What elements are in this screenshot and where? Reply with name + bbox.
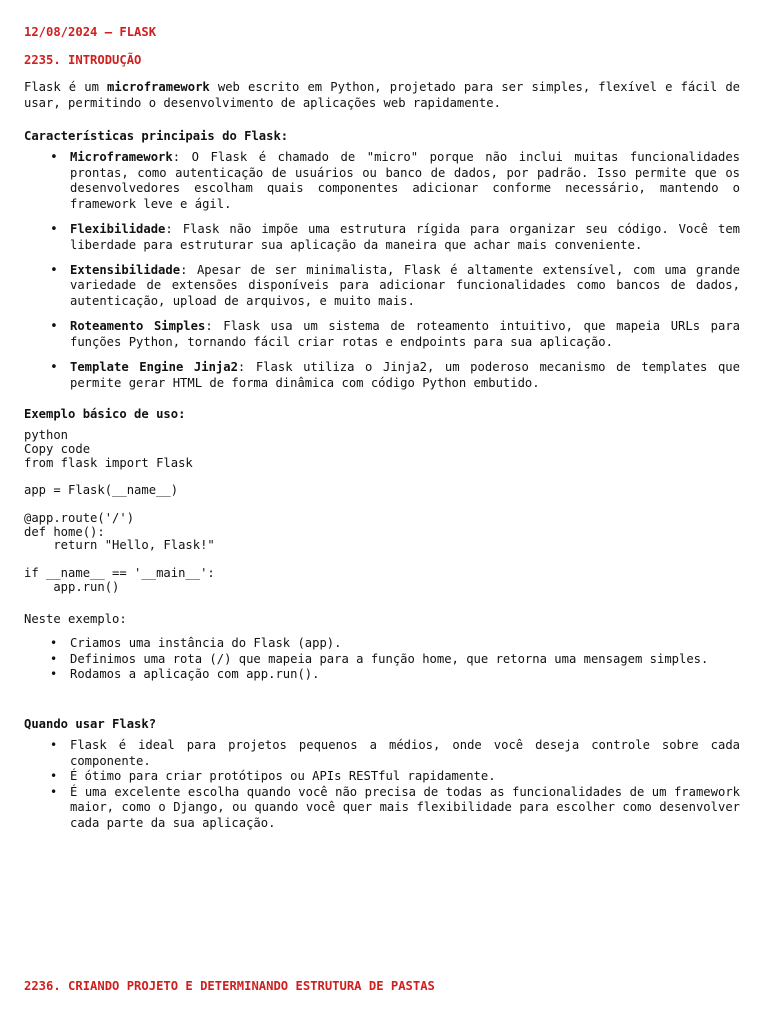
feature-text: : O Flask é chamado de "micro" porque não inclui muitas funcionalidades prontas, como autenticação de usuários ou banco de dados, por padrão. Isso permite que os desenvolvedores escolham quais componentes adicionar conforme necessário, mantendo o framework leve e ágil.	[70, 150, 740, 211]
intro-text-strong: microframework	[107, 80, 210, 94]
feature-text: : Apesar de ser minimalista, Flask é altamente extensível, com uma grande variedade de extensões disponíveis para adicionar funcionalidades como bancos de dados, autenticação, upload de arquivos, e muito mais.	[70, 262, 740, 308]
date-topic-header: 12/08/2024 – FLASK	[24, 25, 157, 39]
intro-text-pre: Flask é um	[24, 80, 108, 94]
when-heading: Quando usar Flask?	[24, 717, 157, 731]
example-item-text: Definimos uma rota (/) que mapeia para a função home, que retorna uma mensagem simples.	[70, 651, 709, 666]
bullet-icon: •	[50, 769, 58, 784]
example-item-text: Criamos uma instância do Flask (app).	[70, 636, 342, 650]
when-list	[24, 738, 740, 832]
list-item	[24, 636, 740, 652]
list-item	[24, 738, 740, 769]
list-item	[24, 785, 740, 832]
bullet-icon: •	[50, 784, 58, 799]
when-item-text: Flask é ideal para projetos pequenos a médios, onde você deseja controle sobre cada componente.	[70, 738, 740, 768]
example-list	[24, 636, 740, 683]
features-list	[24, 150, 740, 401]
list-item	[24, 150, 740, 212]
bullet-icon: •	[50, 359, 58, 375]
list-item	[24, 263, 740, 310]
when-item-text: É ótimo para criar protótipos ou APIs RESTful rapidamente.	[70, 769, 496, 784]
bullet-icon: •	[50, 221, 58, 237]
code-block: python Copy code from flask import Flask app = Flask(__name__) @app.route('/') def home(): return "Hello, Flask!" if __name__ == '__main__': app.run()	[24, 428, 215, 594]
intro-text-post: web escrito em Python, projetado para ser simples, flexível e fácil de usar, permitindo o desenvolvimento de aplicações web rapidamente.	[24, 80, 740, 110]
features-heading: Características principais do Flask:	[24, 129, 289, 143]
list-item	[24, 360, 740, 391]
bullet-icon: •	[50, 636, 58, 650]
feature-term: Flexibilidade	[70, 221, 166, 236]
feature-term: Extensibilidade	[70, 262, 181, 277]
feature-text: : Flask utiliza o Jinja2, um poderoso mecanismo de templates que permite gerar HTML de forma dinâmica com código Python embutido.	[70, 359, 740, 390]
bullet-icon: •	[50, 651, 58, 666]
list-item	[24, 222, 740, 253]
bullet-icon: •	[50, 667, 58, 682]
feature-text: : Flask não impõe uma estrutura rígida para organizar seu código. Você tem liberdade para estruturar sua aplicação da maneira que achar mais conveniente.	[70, 221, 740, 252]
feature-text: : Flask usa um sistema de roteamento intuitivo, que mapeia URLs para funções Python, tornando fácil criar rotas e endpoints para sua aplicação.	[70, 319, 740, 349]
list-item	[24, 319, 740, 350]
when-item-text: É uma excelente escolha quando você não precisa de todas as funcionalidades de um framework maior, como o Django, ou quando você quer mais flexibilidade para escolher como desenvolver cada parte da sua aplicação.	[70, 784, 740, 830]
feature-term: Microframework	[70, 150, 173, 164]
feature-term: Roteamento Simples	[70, 319, 206, 334]
intro-paragraph	[24, 80, 740, 111]
list-item	[24, 769, 740, 785]
bullet-icon: •	[50, 319, 58, 335]
example-heading: Exemplo básico de uso:	[24, 407, 186, 421]
bullet-icon: •	[50, 150, 58, 165]
list-item	[24, 667, 740, 683]
feature-term: Template Engine Jinja2	[70, 359, 238, 374]
section-title-criando-projeto: 2236. CRIANDO PROJETO E DETERMINANDO ESTRUTURA DE PASTAS	[24, 979, 435, 993]
section-title-introducao: 2235. INTRODUÇÃO	[24, 53, 142, 67]
bullet-icon: •	[50, 738, 58, 752]
list-item	[24, 652, 740, 668]
bullet-icon: •	[50, 262, 58, 278]
example-item-text: Rodamos a aplicação com app.run().	[70, 667, 320, 682]
example-note: Neste exemplo:	[24, 612, 127, 626]
